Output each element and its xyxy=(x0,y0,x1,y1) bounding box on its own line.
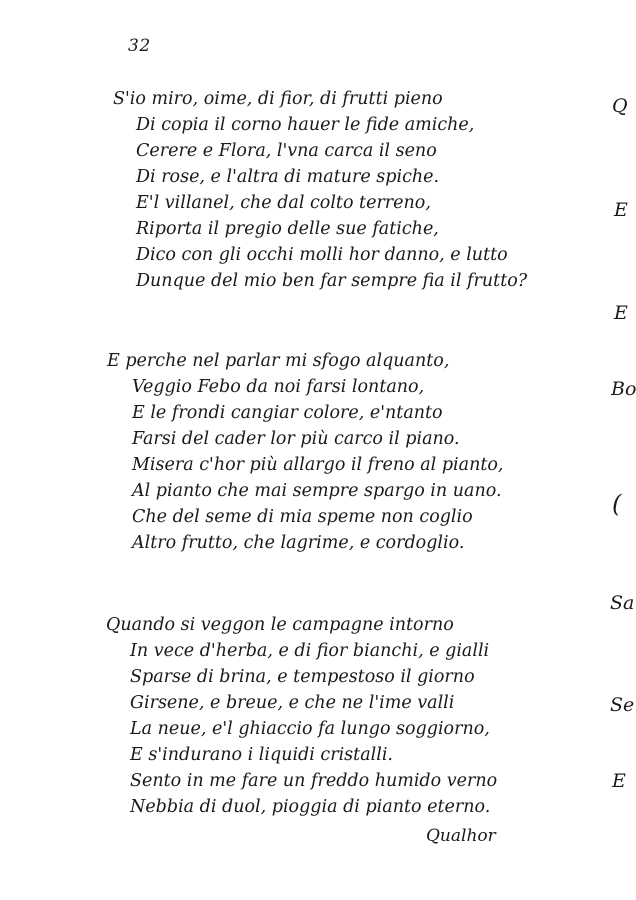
verse-line: Misera c'hor più allargo il freno al pianto, xyxy=(132,455,504,475)
verse-line: Dunque del mio ben far sempre fia il frutto? xyxy=(136,271,528,291)
facing-page-fragment: E xyxy=(614,302,628,324)
verse-line: Farsi del cader lor più carco il piano. xyxy=(132,429,460,449)
verse-line: Nebbia di duol, pioggia di pianto eterno. xyxy=(130,797,491,817)
verse-line: Cerere e Flora, l'vna carca il seno xyxy=(136,141,437,161)
verse-line: Che del seme di mia speme non coglio xyxy=(132,507,473,527)
verse-line: Di copia il corno hauer le fide amiche, xyxy=(136,115,475,135)
verse-line: Girsene, e breue, e che ne l'ime valli xyxy=(130,693,455,713)
verse-line: Riporta il pregio delle sue fatiche, xyxy=(136,219,439,239)
catchword: Qualhor xyxy=(426,826,496,846)
verse-line: Di rose, e l'altra di mature spiche. xyxy=(136,167,440,187)
verse-line: Quando si veggon le campagne intorno xyxy=(106,615,454,635)
verse-line: E le frondi cangiar colore, e'ntanto xyxy=(132,403,443,423)
verse-line: E perche nel parlar mi sfogo alquanto, xyxy=(107,351,450,371)
verse-line: Altro frutto, che lagrime, e cordoglio. xyxy=(132,533,465,553)
facing-page-fragment: Bo xyxy=(611,378,636,400)
facing-page-fragment: Sa xyxy=(610,592,635,614)
verse-line: In vece d'herba, e di fior bianchi, e gialli xyxy=(130,641,490,661)
facing-page-fragment: Q xyxy=(612,95,628,117)
verse-line: Al pianto che mai sempre spargo in uano. xyxy=(132,481,502,501)
verse-line: Veggio Febo da noi farsi lontano, xyxy=(132,377,425,397)
facing-page-fragment: Se xyxy=(610,694,635,716)
verse-line: S'io miro, oime, di fior, di frutti pieno xyxy=(113,89,443,109)
verse-line: La neue, e'l ghiaccio fa lungo soggiorno, xyxy=(130,719,490,739)
verse-line: Dico con gli occhi molli hor danno, e lutto xyxy=(136,245,508,265)
verse-line: E s'indurano i liquidi cristalli. xyxy=(130,745,393,765)
page-number: 32 xyxy=(128,36,151,56)
facing-page-fragment: ( xyxy=(612,490,622,518)
facing-page-fragment: E xyxy=(614,199,628,221)
verse-line: Sento in me fare un freddo humido verno xyxy=(130,771,498,791)
verse-line: Sparse di brina, e tempestoso il giorno xyxy=(130,667,475,687)
verse-line: E'l villanel, che dal colto terreno, xyxy=(136,193,431,213)
facing-page-fragment: E xyxy=(612,770,626,792)
